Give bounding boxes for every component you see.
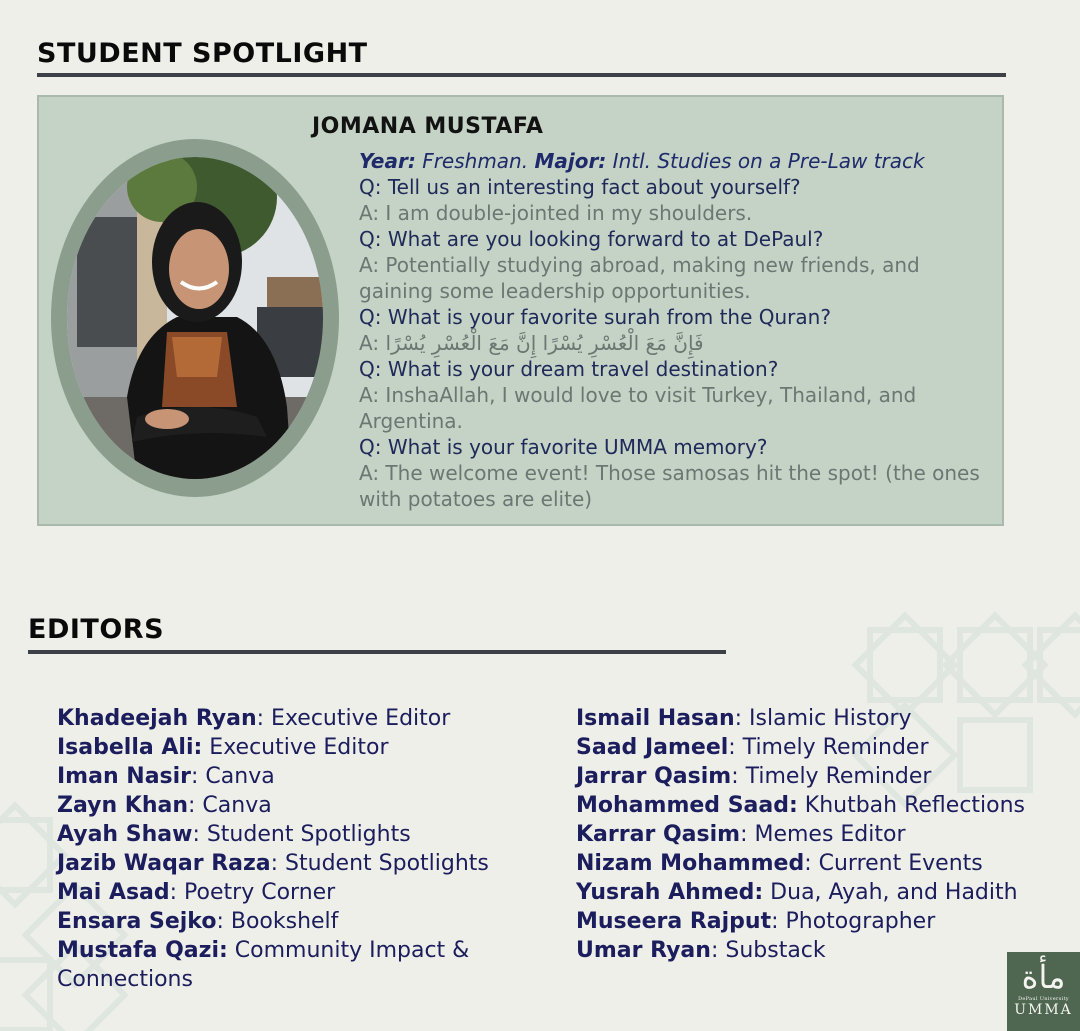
- editor-row: [576, 762, 1076, 791]
- question-3: Q: What is your favorite surah from the Quran?: [359, 305, 831, 329]
- year-major-line: [359, 148, 989, 174]
- spotlight-card: [37, 95, 1004, 526]
- editor-role: Khutbah Reflections: [797, 793, 1026, 818]
- editor-row: [576, 704, 1076, 733]
- editor-row: [57, 849, 537, 878]
- editor-name: Ismail Hasan: [576, 706, 735, 731]
- editor-role: : Islamic History: [734, 706, 912, 731]
- editor-role: : Photographer: [771, 909, 936, 934]
- editor-name: Jarrar Qasim: [576, 764, 732, 789]
- editor-row: [57, 907, 537, 936]
- editor-name: Isabella Ali:: [57, 735, 203, 760]
- editors-left-column: [57, 704, 537, 994]
- spotlight-section-title: STUDENT SPOTLIGHT: [37, 38, 368, 69]
- answer-1: A: I am double-jointed in my shoulders.: [359, 201, 753, 225]
- question-1: Q: Tell us an interesting fact about yourself?: [359, 175, 801, 199]
- editor-role: : Memes Editor: [740, 822, 906, 847]
- spotlight-qa: [359, 148, 989, 512]
- editor-name: Jazib Waqar Raza: [57, 851, 271, 876]
- editor-row: [576, 791, 1076, 820]
- editor-role: : Canva: [191, 764, 275, 789]
- editor-row: [576, 820, 1076, 849]
- editor-role: : Student Spotlights: [192, 822, 411, 847]
- editor-name: Nizam Mohammed: [576, 851, 805, 876]
- editor-name: Umar Ryan: [576, 938, 711, 963]
- umma-logo: [1007, 952, 1080, 1031]
- logo-small-text: DePaul University: [1018, 996, 1069, 1002]
- editors-section-title: EDITORS: [28, 614, 165, 645]
- editor-name: Mai Asad: [57, 880, 170, 905]
- answer-4: A: InshaAllah, I would love to visit Turkey, Thailand, and Argentina.: [359, 383, 917, 433]
- editor-row: [57, 733, 537, 762]
- editor-name: Ayah Shaw: [57, 822, 193, 847]
- editor-row: [576, 849, 1076, 878]
- student-name: JOMANA MUSTAFA: [312, 114, 544, 139]
- editor-name: Mohammed Saad:: [576, 793, 798, 818]
- editor-name: Museera Rajput: [576, 909, 772, 934]
- editor-row: [576, 733, 1076, 762]
- editor-row: [576, 907, 1076, 936]
- year-value: Freshman.: [422, 149, 529, 173]
- question-2: Q: What are you looking forward to at DePaul?: [359, 227, 824, 251]
- year-label: Year:: [359, 149, 416, 173]
- editor-role: Community Impact & Connections: [57, 938, 470, 992]
- editor-name: Karrar Qasim: [576, 822, 741, 847]
- answer-2: A: Potentially studying abroad, making new friends, and gaining some leadership opportunities.: [359, 253, 920, 303]
- editor-row: [576, 936, 1076, 965]
- question-5: Q: What is your favorite UMMA memory?: [359, 435, 768, 459]
- editor-name: Saad Jameel: [576, 735, 729, 760]
- editor-row: [57, 878, 537, 907]
- answer-5: A: The welcome event! Those samosas hit the spot! (the ones with potatoes are elite): [359, 461, 980, 511]
- editor-row: [57, 704, 537, 733]
- spotlight-title-rule: [37, 73, 1006, 77]
- student-photo: [67, 157, 323, 479]
- editor-name: Khadeejah Ryan: [57, 706, 257, 731]
- editor-name: Ensara Sejko: [57, 909, 217, 934]
- editor-role: : Executive Editor: [256, 706, 451, 731]
- editor-role: Executive Editor: [202, 735, 389, 760]
- editor-row: [57, 820, 537, 849]
- editor-name: Zayn Khan: [57, 793, 189, 818]
- editor-role: : Canva: [188, 793, 272, 818]
- editor-row: [57, 762, 537, 791]
- logo-wordmark: UMMA: [1014, 1002, 1073, 1018]
- major-value: Intl. Studies on a Pre-Law track: [612, 149, 925, 173]
- editor-role: : Student Spotlights: [270, 851, 489, 876]
- editor-row: [57, 791, 537, 820]
- editor-name: Mustafa Qazi:: [57, 938, 228, 963]
- editor-role: : Bookshelf: [216, 909, 339, 934]
- editors-title-rule: [28, 650, 726, 654]
- editor-role: : Current Events: [804, 851, 983, 876]
- editor-role: Dua, Ayah, and Hadith: [763, 880, 1018, 905]
- editor-name: Iman Nasir: [57, 764, 192, 789]
- logo-glyph: مأة: [1021, 958, 1066, 996]
- editor-role: : Poetry Corner: [169, 880, 336, 905]
- editor-row: [576, 878, 1076, 907]
- editor-name: Yusrah Ahmed:: [576, 880, 764, 905]
- answer-3: A: فَإِنَّ مَعَ الْعُسْرِ يُسْرًا إِنَّ مَعَ الْعُسْرِ يُسْرًا: [359, 331, 704, 355]
- editors-right-column: [576, 704, 1076, 965]
- editor-role: : Timely Reminder: [728, 735, 929, 760]
- editor-role: : Timely Reminder: [731, 764, 932, 789]
- question-4: Q: What is your dream travel destination?: [359, 357, 779, 381]
- major-label: Major:: [534, 149, 607, 173]
- editor-row: [57, 936, 537, 994]
- editor-role: : Substack: [710, 938, 826, 963]
